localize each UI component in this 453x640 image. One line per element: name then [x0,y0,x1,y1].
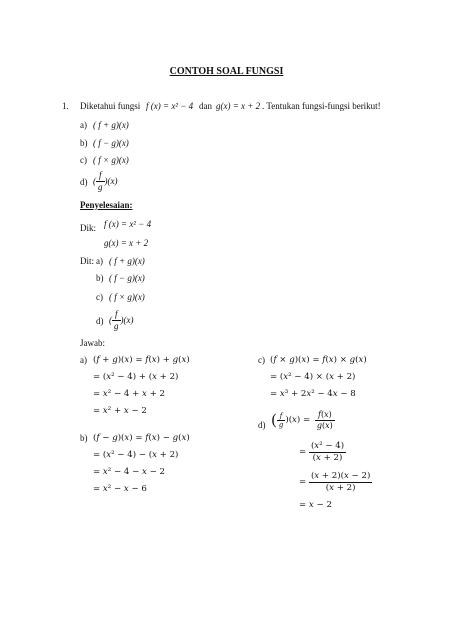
fraction-numerator: f [96,170,105,182]
question-item-d-expr [93,170,118,193]
answer-d-fraction-3 [309,471,372,494]
dit-item-d-open: ( [109,315,112,325]
answer-d-lhs-open: ( [271,411,277,429]
solution-heading: Penyelesaian: [80,200,133,210]
fraction-denominator: 𝑔(𝑥) [316,421,333,430]
fraction-numerator: 𝑓 [277,412,285,421]
question-item-b-label: b) [80,138,88,148]
dit-item-b-label: b) [96,273,104,283]
answer-b-label: b) [80,433,88,443]
dit-item-a-expr: ( f + g)(x) [109,256,145,266]
answer-d-row-2 [299,441,346,464]
answer-d-fraction-1 [315,410,335,431]
question-item-d-open: ( [93,176,96,186]
question-item-d-close: )(x) [104,176,118,186]
question-item-a-label: a) [80,120,87,130]
dik-label: Dik: [80,223,97,233]
answer-b-line-4: = 𝑥² − 𝑥 − 6 [93,484,147,494]
question-item-a-expr: ( f + g)(x) [93,120,129,130]
question-item-c-expr: ( f × g)(x) [93,155,129,165]
dit-item-c-label: c) [96,292,103,302]
question-item-c-label: c) [80,155,87,165]
dit-item-d-label: d) [96,316,104,326]
answer-d-lhs [271,410,335,431]
fraction-numerator: f [112,309,121,321]
answer-c-line-3: = 𝑥³ + 2𝑥² − 4𝑥 − 8 [270,389,356,399]
fraction-denominator: (𝑥 + 2) [312,453,343,463]
dik-f-definition: f (x) = x² − 4 [104,219,152,229]
question-f-definition: f (x) = x² − 4 [146,101,194,111]
dit-item-d-fraction [112,309,121,332]
answer-d-lhs-close: )(𝑥) = [285,415,311,425]
answer-c-line-1: (𝑓 × 𝑔)(𝑥) = 𝑓(𝑥) × 𝑔(𝑥) [270,355,367,365]
fraction-numerator: (𝑥 + 2)(𝑥 − 2) [310,471,371,481]
answer-a-label: a) [80,355,87,365]
question-text-part1: Diketahui fungsi [80,101,141,111]
fraction-denominator: (𝑥 + 2) [325,483,356,493]
dit-item-d-expr [109,309,134,332]
answer-d-row-3 [299,471,372,494]
answer-a-line-4: = 𝑥² + 𝑥 − 2 [93,406,147,416]
dit-label: Dit: [80,256,95,266]
question-item-d-label: d) [80,177,88,187]
fraction-denominator: 𝑔 [278,421,284,429]
dit-item-a-label: a) [96,256,103,266]
answer-c-line-2: = (𝑥² − 4) × (𝑥 + 2) [270,372,356,382]
jawab-label: Jawab: [80,338,105,348]
document-title: CONTOH SOAL FUNGSI [169,66,284,77]
answer-d-fraction-2 [309,441,346,464]
equals-sign: = [299,447,307,457]
question-text-part3: . Tentukan fungsi-fungsi berikut! [262,101,381,111]
fraction-denominator: g [114,321,119,331]
question-text-part2: dan [199,101,212,111]
question-g-definition: g(x) = x + 2 [216,101,261,111]
question-number: 1. [62,101,69,111]
dit-item-b-expr: ( f − g)(x) [109,273,145,283]
answer-a-line-1: (𝑓 + 𝑔)(𝑥) = 𝑓(𝑥) + 𝑔(𝑥) [93,355,190,365]
fraction-numerator: 𝑓(𝑥) [315,410,335,421]
answer-b-line-2: = (𝑥² − 4) − (𝑥 + 2) [93,450,179,460]
answer-c-label: c) [258,355,265,365]
question-item-b-expr: ( f − g)(x) [93,138,129,148]
dit-item-c-expr: ( f × g)(x) [109,292,145,302]
equals-sign: = [299,477,307,487]
dik-g-definition: g(x) = x + 2 [104,238,149,248]
question-item-d-fraction [96,170,105,193]
answer-b-line-3: = 𝑥² − 4 − 𝑥 − 2 [93,467,165,477]
answer-d-final: = 𝑥 − 2 [299,500,332,510]
dit-item-d-close: )(x) [120,315,134,325]
answer-a-line-3: = 𝑥² − 4 + 𝑥 + 2 [93,389,165,399]
fraction-numerator: (𝑥² − 4) [310,441,345,451]
answer-d-label: d) [258,420,266,430]
answer-a-line-2: = (𝑥² − 4) + (𝑥 + 2) [93,372,179,382]
fraction-denominator: g [98,182,103,192]
answer-b-line-1: (𝑓 − 𝑔)(𝑥) = 𝑓(𝑥) − 𝑔(𝑥) [93,433,190,443]
